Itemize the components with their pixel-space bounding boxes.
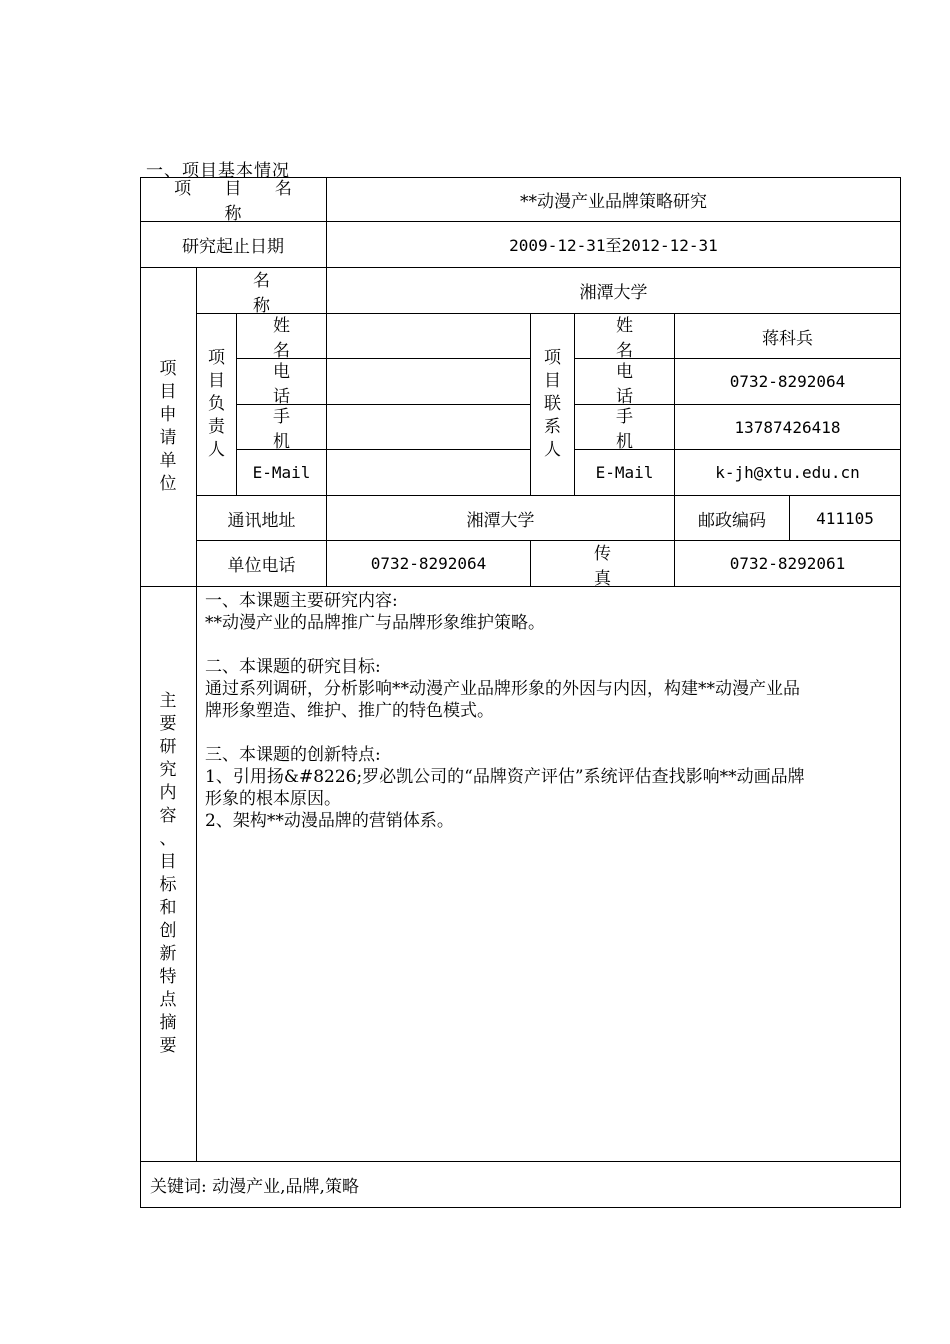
vertical-char: 项 [208, 348, 225, 368]
summary-lines [205, 590, 805, 832]
summary-line: 二、本课题的研究目标: [205, 657, 381, 677]
postcode-label: 邮政编码 [675, 496, 790, 541]
project-info-table [140, 177, 901, 1208]
contact-phone-label: 电 话 [575, 359, 675, 405]
summary-line: 牌形象塑造、维护、推广的特色模式。 [205, 701, 494, 721]
vertical-char: 目 [544, 371, 561, 391]
vertical-char: 项 [544, 348, 561, 368]
unit-name-value: 湘潭大学 [327, 268, 901, 314]
summary-line: 2、架构**动漫品牌的营销体系。 [205, 811, 454, 831]
applicant-side-label [140, 268, 197, 587]
vertical-char: 目 [159, 852, 177, 872]
vertical-char: 联 [544, 394, 561, 414]
fax-value: 0732-8292061 [675, 541, 901, 587]
unit-phone-label: 单位电话 [197, 541, 327, 587]
unit-name-label: 名 称 [197, 268, 327, 314]
summary-line: 1、引用扬&#8226;罗必凯公司的“品牌资产评估”系统评估查找影响**动画品牌 [205, 767, 805, 787]
contact-email-value: k-jh@xtu.edu.cn [675, 450, 901, 496]
leader-mobile-label: 手 机 [237, 405, 327, 450]
summary-line [205, 722, 805, 744]
summary-line: **动漫产业的品牌推广与品牌形象维护策略。 [205, 613, 545, 633]
leader-name-value [327, 314, 531, 359]
unit-phone-value: 0732-8292064 [327, 541, 531, 587]
vertical-char: 目 [159, 382, 177, 402]
summary-side-text [160, 690, 177, 1058]
summary-line: 通过系列调研，分析影响**动漫产业品牌形象的外因与内因，构建**动漫产业品 [205, 679, 800, 699]
vertical-char: 创 [159, 921, 177, 941]
address-label: 通讯地址 [197, 496, 327, 541]
vertical-char: 目 [208, 371, 225, 391]
period-value: 2009-12-31至2012-12-31 [327, 222, 901, 268]
vertical-char: 主 [159, 691, 177, 711]
leader-name-label: 姓 名 [237, 314, 327, 359]
vertical-char: 内 [159, 783, 177, 803]
vertical-char: 新 [159, 944, 177, 964]
project-name-value: **动漫产业品牌策略研究 [327, 177, 901, 222]
vertical-char: 单 [159, 451, 177, 471]
vertical-char: 系 [544, 417, 561, 437]
vertical-char: 点 [159, 990, 177, 1010]
leader-side-label [197, 314, 237, 496]
summary-line: 一、本课题主要研究内容: [205, 591, 398, 611]
keywords: 关键词: 动漫产业,品牌,策略 [140, 1162, 901, 1208]
contact-mobile-value: 13787426418 [675, 405, 901, 450]
contact-side-text [544, 347, 561, 462]
contact-name-label: 姓 名 [575, 314, 675, 359]
leader-email-value [327, 450, 531, 496]
period-label: 研究起止日期 [140, 222, 327, 268]
summary-line: 形象的根本原因。 [205, 789, 341, 809]
vertical-char: 标 [159, 875, 177, 895]
applicant-side-text [160, 358, 177, 496]
vertical-char: 研 [159, 737, 177, 757]
vertical-char: 人 [208, 440, 225, 460]
vertical-char: 和 [159, 898, 177, 918]
contact-phone-value: 0732-8292064 [675, 359, 901, 405]
vertical-char: 负 [208, 394, 225, 414]
vertical-char: 申 [159, 405, 177, 425]
leader-phone-value [327, 359, 531, 405]
vertical-char: 要 [159, 1036, 177, 1056]
contact-name-value: 蒋科兵 [675, 314, 901, 359]
vertical-char: 位 [159, 474, 177, 494]
address-value: 湘潭大学 [327, 496, 675, 541]
vertical-char: 责 [208, 417, 225, 437]
summary-side-label [140, 587, 197, 1162]
vertical-char: 容 [159, 806, 177, 826]
postcode-value: 411105 [790, 496, 901, 541]
leader-email-label: E-Mail [237, 450, 327, 496]
leader-phone-label: 电 话 [237, 359, 327, 405]
vertical-char: 请 [159, 428, 177, 448]
project-name-label: 项 目 名 称 [140, 177, 327, 222]
vertical-char: 人 [544, 440, 561, 460]
summary-line [205, 634, 805, 656]
contact-email-label: E-Mail [575, 450, 675, 496]
vertical-char: 、 [159, 829, 177, 849]
vertical-char: 摘 [159, 1013, 177, 1033]
contact-mobile-label: 手 机 [575, 405, 675, 450]
contact-side-label [531, 314, 575, 496]
vertical-char: 要 [159, 714, 177, 734]
vertical-char: 特 [159, 967, 177, 987]
leader-side-text [208, 347, 225, 462]
summary-line: 三、本课题的创新特点: [205, 745, 381, 765]
summary-content [197, 587, 901, 1162]
vertical-char: 究 [159, 760, 177, 780]
section-title: 一、项目基本情况 [146, 161, 290, 181]
vertical-char: 项 [159, 359, 177, 379]
fax-label: 传 真 [531, 541, 675, 587]
leader-mobile-value [327, 405, 531, 450]
